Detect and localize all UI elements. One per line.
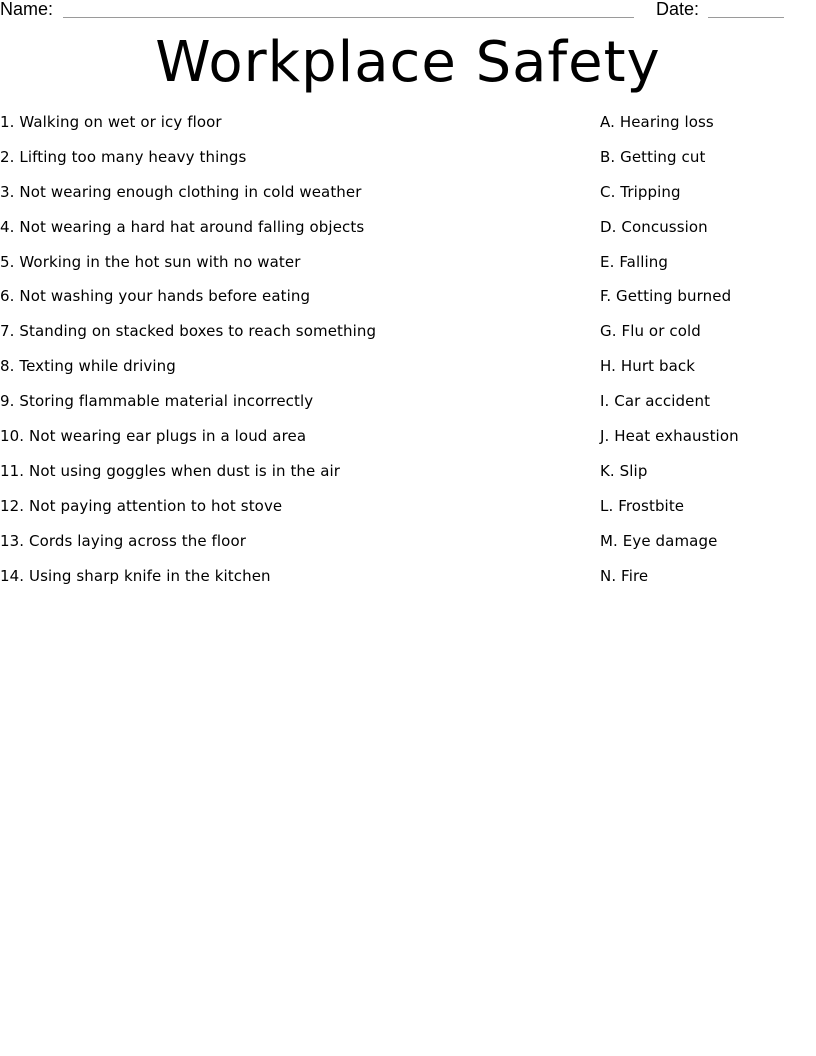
question-item: 14. Using sharp knife in the kitchen — [0, 566, 271, 585]
worksheet-title: Workplace Safety — [155, 30, 661, 95]
worksheet-header — [0, 0, 816, 24]
answer-item: K. Slip — [600, 461, 648, 480]
question-item: 5. Working in the hot sun with no water — [0, 252, 301, 271]
answer-item: C. Tripping — [600, 182, 681, 201]
name-blank-line — [63, 17, 634, 18]
question-item: 12. Not paying attention to hot stove — [0, 496, 283, 515]
answer-item: E. Falling — [600, 252, 668, 271]
name-label: Name: — [0, 0, 54, 19]
question-item: 8. Texting while driving — [0, 357, 176, 376]
answer-item: H. Hurt back — [600, 357, 696, 376]
answer-item: D. Concussion — [600, 217, 708, 236]
answer-item: B. Getting cut — [600, 147, 706, 166]
question-list — [0, 112, 560, 600]
question-item: 13. Cords laying across the floor — [0, 531, 246, 550]
answer-item: N. Fire — [600, 566, 649, 585]
answer-item: G. Flu or cold — [600, 322, 701, 341]
question-item: 3. Not wearing enough clothing in cold weather — [0, 182, 362, 201]
answer-list — [600, 112, 816, 600]
question-item: 11. Not using goggles when dust is in the air — [0, 461, 341, 480]
question-item: 4. Not wearing a hard hat around falling objects — [0, 217, 365, 236]
question-item: 6. Not washing your hands before eating — [0, 287, 311, 306]
answer-item: M. Eye damage — [600, 531, 718, 550]
question-item: 1. Walking on wet or icy floor — [0, 113, 222, 131]
question-item: 7. Standing on stacked boxes to reach something — [0, 322, 377, 341]
date-blank-line — [708, 17, 784, 18]
answer-item: I. Car accident — [600, 392, 711, 411]
question-item: 2. Lifting too many heavy things — [0, 147, 247, 166]
answer-item: A. Hearing loss — [600, 113, 714, 131]
question-item: 9. Storing flammable material incorrectly — [0, 392, 314, 411]
answer-item: F. Getting burned — [600, 287, 732, 306]
answer-item: J. Heat exhaustion — [600, 427, 739, 446]
question-item: 10. Not wearing ear plugs in a loud area — [0, 427, 307, 446]
date-label: Date: — [656, 0, 700, 19]
answer-item: L. Frostbite — [600, 496, 685, 515]
